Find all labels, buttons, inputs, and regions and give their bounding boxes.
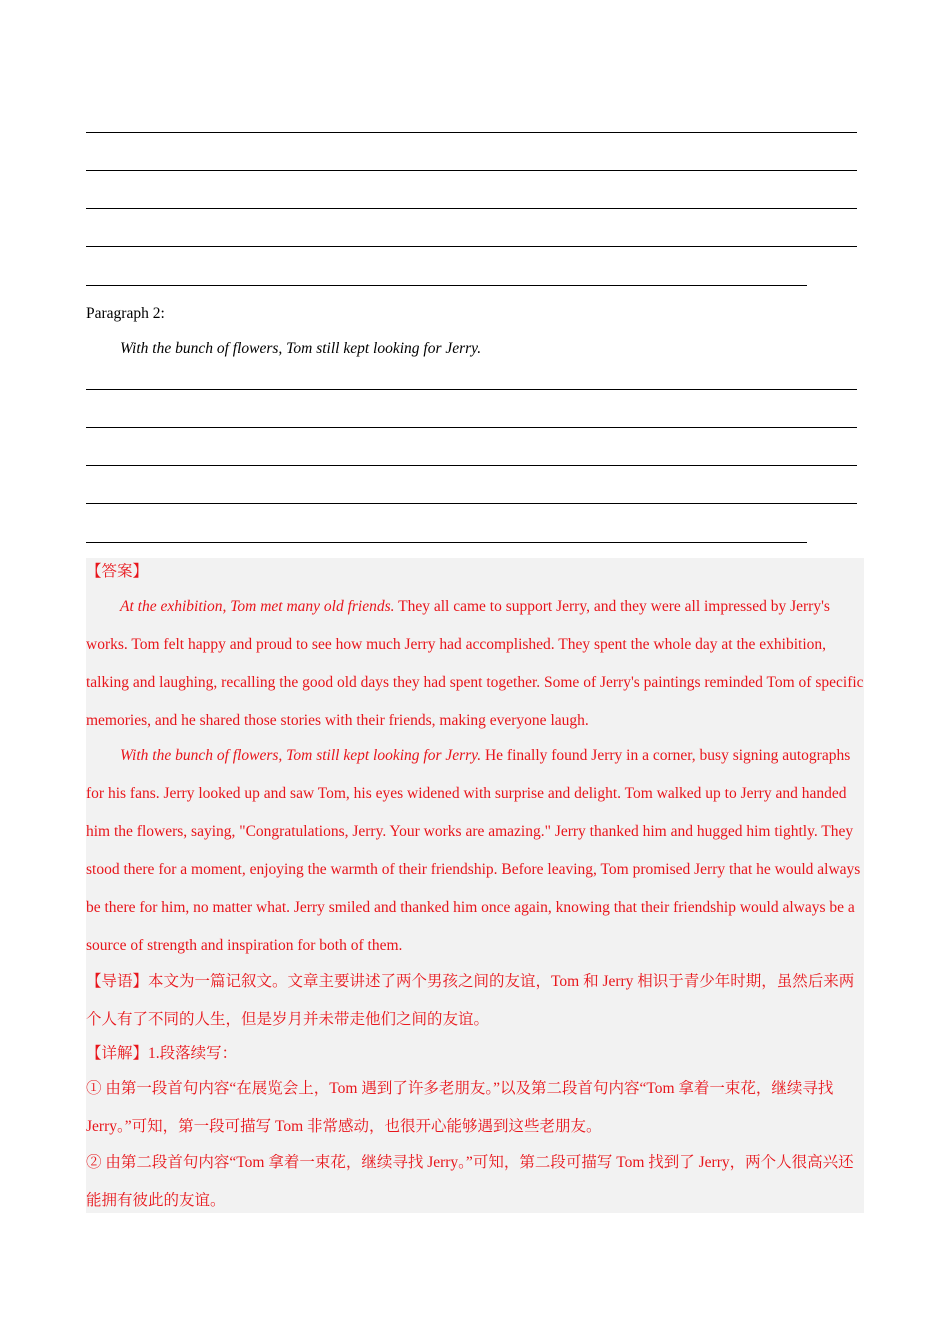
- paragraph-2-opening-sentence: With the bunch of flowers, Tom still kept looking for Jerry.: [120, 340, 482, 357]
- detail-tag: 【详解】1.段落续写：: [86, 1045, 238, 1062]
- answer-paragraph-1-body: They all came to support Jerry, and they were all impressed by Jerry's works. Tom felt happy and proud to see how much Jerry had accomplished. They spent the whole day at the exhibition, talking and laughing, recalling the good old days they had spent together. Some of Jerry's paintings reminded Tom of specific memories, and he shared those stories with their friends, making everyone laugh.: [86, 598, 864, 729]
- paragraph-2-label: Paragraph 2:: [86, 305, 165, 322]
- writing-line: [86, 427, 857, 428]
- answer-tag: 【答案】: [86, 563, 149, 580]
- writing-line: [86, 503, 857, 504]
- writing-line: [86, 132, 857, 133]
- writing-line: [86, 208, 857, 209]
- writing-line: [86, 285, 807, 286]
- answer-paragraph-2: [86, 737, 864, 965]
- answer-paragraph-1: [86, 588, 864, 740]
- writing-line: [86, 170, 857, 171]
- writing-line: [86, 465, 857, 466]
- answer-section: [86, 558, 864, 1213]
- detail-item-2: ② 由第二段首句内容“Tom 拿着一束花，继续寻找 Jerry。”可知，第二段可描写 Tom 找到了 Jerry，两个人很高兴还能拥有彼此的友谊。: [86, 1154, 854, 1209]
- answer-paragraph-2-body: He finally found Jerry in a corner, busy signing autographs for his fans. Jerry looked up and saw Tom, his eyes widened with surprise and delight. Tom walked up to Jerry and handed him the flowers, saying, "Congratulations, Jerry. Your works are amazing." Jerry thanked him and hugged him tightly. They stood there for a moment, enjoying the warmth of their friendship. Before leaving, Tom promised Jerry that he would always be there for him, no matter what. Jerry smiled and thanked him once again, knowing that their friendship would always be a source of strength and inspiration for both of them.: [86, 747, 861, 954]
- guide-text: 【导语】本文为一篇记叙文。文章主要讲述了两个男孩之间的友谊，Tom 和 Jerry 相识于青少年时期，虽然后来两个人有了不同的人生，但是岁月并未带走他们之间的友谊。: [86, 973, 855, 1028]
- writing-line: [86, 542, 807, 543]
- detail-item-1: ① 由第一段首句内容“在展览会上，Tom 遇到了许多老朋友。”以及第二段首句内容“Tom 拿着一束花，继续寻找 Jerry。”可知，第一段可描写 Tom 非常感动，也很开心能够遇到这些老朋友。: [86, 1080, 834, 1135]
- writing-line: [86, 389, 857, 390]
- writing-line: [86, 246, 857, 247]
- answer-paragraph-2-opening: With the bunch of flowers, Tom still kept looking for Jerry.: [120, 747, 482, 764]
- answer-paragraph-1-opening: At the exhibition, Tom met many old friends.: [120, 598, 395, 615]
